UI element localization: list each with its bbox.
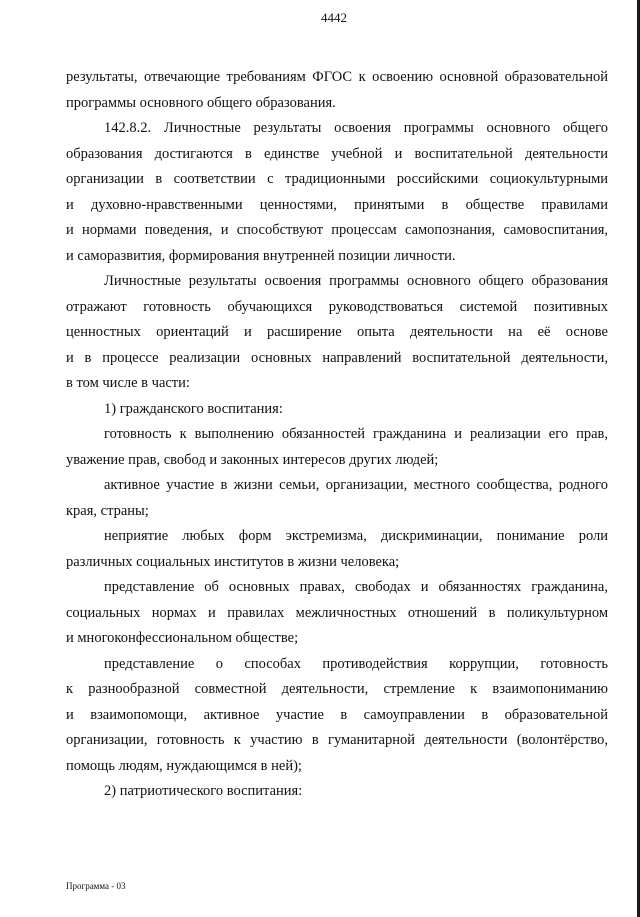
text-line: готовность к выполнению обязанностей гражданина и реализации его прав, (104, 426, 608, 442)
text-line: неприятие любых форм экстремизма, дискриминации, понимание роли (104, 528, 608, 544)
text-line: организации в соответствии с традиционными российскими социокультурными (66, 171, 608, 187)
text-line: образования достигаются в единстве учебной и воспитательной деятельности (66, 145, 608, 162)
text-line: 1) гражданского воспитания: (104, 400, 283, 417)
paragraph-continuation (66, 65, 608, 116)
text-line: и взаимопомощи, активное участие в самоуправлении в образовательной (66, 706, 608, 723)
text-line: программы основного общего образования. (66, 94, 336, 111)
list-item-civic-5 (66, 652, 608, 780)
text-line: 2) патриотического воспитания: (104, 783, 303, 799)
list-item-civic-2 (66, 473, 608, 524)
text-line: в том числе в части: (66, 375, 190, 391)
page-number: 4442 (321, 10, 347, 25)
text-line: к разнообразной совместной деятельности, стремление к взаимопониманию (66, 681, 608, 697)
text-line: и многоконфессиональном обществе; (66, 630, 299, 646)
text-line: ценностных ориентаций и расширение опыта деятельности на её основе (66, 324, 608, 340)
heading-patriotic-education (66, 779, 608, 805)
list-item-civic-3 (66, 524, 608, 575)
text-line: отражают готовность обучающихся руководствоваться системой позитивных (66, 298, 608, 315)
paragraph-142-8-2 (66, 116, 608, 269)
text-line: результаты, отвечающие требованиям ФГОС к освоению основной образовательной (66, 69, 608, 85)
text-line: помощь людям, нуждающимся в ней); (66, 757, 302, 774)
paragraph-personal-results (66, 269, 608, 397)
document-body (66, 65, 608, 805)
heading-civic-education (66, 397, 608, 423)
text-line: Личностные результаты освоения программы основного общего образования (104, 273, 608, 289)
text-line: уважение прав, свобод и законных интересов других людей; (66, 451, 439, 468)
list-item-civic-4 (66, 575, 608, 652)
text-line: социальных нормах и правилах межличностных отношений в поликультурном (66, 604, 608, 621)
text-line: 142.8.2. Личностные результаты освоения программы основного общего (104, 120, 608, 136)
text-line: представление об основных правах, свободах и обязанностях гражданина, (104, 579, 608, 595)
text-line: и в процессе реализации основных направлений воспитательной деятельности, (66, 349, 608, 366)
list-item-civic-1 (66, 422, 608, 473)
text-line: и духовно-нравственными ценностями, принятыми в обществе правилами (66, 196, 608, 213)
footer-program-label: Программа - 03 (66, 881, 126, 891)
text-line: организации, готовность к участию в гуманитарной деятельности (волонтёрство, (66, 732, 608, 748)
text-line: представление о способах противодействия коррупции, готовность (104, 655, 608, 672)
text-line: и нормами поведения, и способствуют процессам самопознания, самовоспитания, (66, 222, 608, 238)
text-line: активное участие в жизни семьи, организации, местного сообщества, родного (104, 477, 608, 493)
text-line: края, страны; (66, 502, 149, 519)
text-line: и саморазвития, формирования внутренней позиции личности. (66, 247, 456, 264)
text-line: различных социальных институтов в жизни человека; (66, 553, 400, 570)
